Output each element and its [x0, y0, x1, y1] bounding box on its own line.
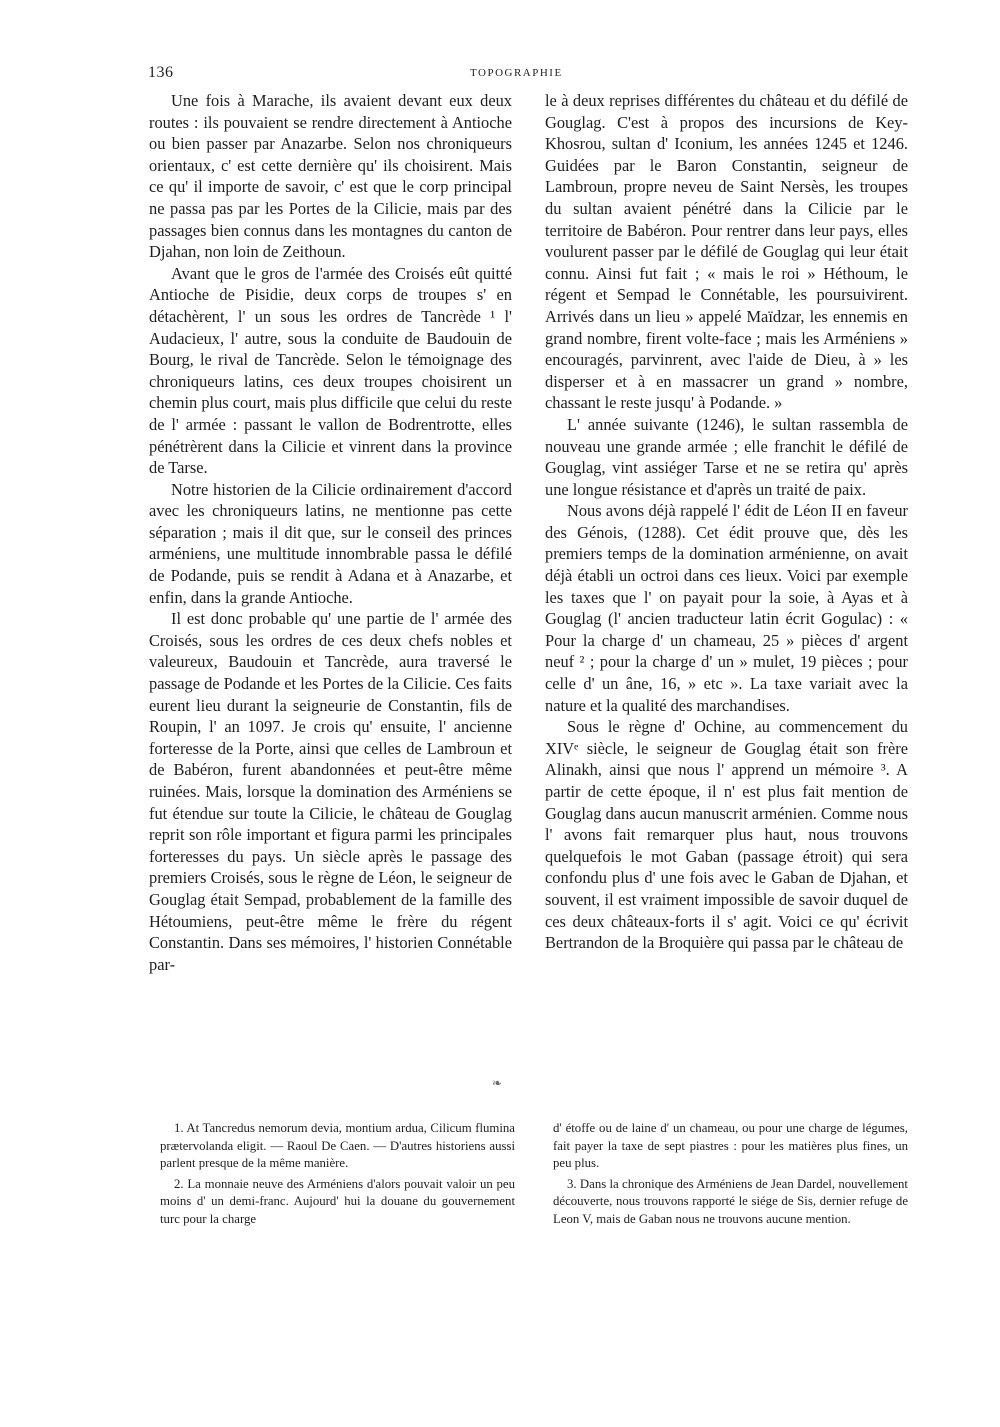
paragraph: Avant que le gros de l'armée des Croisés eût quitté Antioche de Pisidie, deux corps de troupes s' en détachèrent, l' un sous les ordres de Tancrède ¹ l' Audacieux, l' autre, sous la conduite de Baudouin de Bourg, le rival de Tancrède. Selon le témoignage des chroniqueurs latins, ces deux troupes choisirent un chemin plus court, mais plus difficile que celui du reste de l' armée : passant le vallon de Bodrentrotte, elles pénétrèrent dans la Cilicie et vinrent dans la province de Tarse. — [149, 263, 512, 478]
paragraph: Notre historien de la Cilicie ordinairement d'accord avec les chroniqueurs latins, ne mentionne pas cette séparation ; mais il dit que, sur le conseil des princes arméniens, une multitude innombrable passa le défilé de Podande, puis se rendit à Adana et à Anazarbe, et enfin, dans la grande Antioche. — [149, 479, 512, 607]
footnotes-left — [160, 1120, 515, 1229]
paragraph: Une fois à Marache, ils avaient devant eux deux routes : ils pouvaient se rendre directement à Antioche ou bien passer par Anazarbe. Selon nos chroniqueurs orientaux, c' est cette dernière qu' ils choisirent. Mais ce qu' il importe de savoir, c' est que le corp principal ne passa pas par les Portes de la Cilicie, mais par des passages bien connus dans les montagnes du canton de Djahan, non loin de Zeithoun. — [149, 91, 512, 262]
footnote: 1. At Tancredus nemorum devia, montium ardua, Cilicum flumina prætervolanda eligit. — Raoul De Caen. — D'autres historiens aussi parlent presque de la même manière. — [160, 1121, 515, 1171]
footnotes-right — [553, 1120, 908, 1229]
footnote: 2. La monnaie neuve des Arméniens d'alors pouvait valoir un peu moins d' un demi-franc. Aujourd' hui la douane du gouvernement turc pour la charge — [160, 1176, 515, 1226]
page-number: 136 — [148, 64, 174, 81]
footnote: 3. Dans la chronique des Arméniens de Jean Dardel, nouvellement découverte, nous trouvons rapporté le siége de Sis, dernier refuge de Leon V, mais de Gaban nous ne trouvons aucune mention. — [553, 1176, 908, 1226]
paragraph: L' année suivante (1246), le sultan rassembla de nouveau une grande armée ; elle franchit le défilé de Gouglag, vint assiéger Tarse et ne se retira qu' après une longue résistance et d'après un traité de paix. — [545, 414, 908, 499]
left-text-column — [149, 90, 512, 975]
paragraph-continued: le à deux reprises différentes du château et du défilé de Gouglag. C'est à propos des incursions de Key-Khosrou, sultan d' Iconium, les années 1245 et 1246. Guidées par le Baron Constantin, seigneur de Lambroun, propre neveu de Saint Nersès, les troupes du sultan avaient pénétré dans la Cilicie par le territoire de Babéron. Pour rentrer dans leur pays, elles voulurent passer par le défilé de Gouglag qui leur était connu. Ainsi fut fait ; « mais le roi » Héthoum, le régent et Sempad le Connétable, les poursuivirent. Arrivés dans un lieu » appelé Maïdzar, les ennemis en grand nombre, firent volte-face ; mais les Arméniens » encouragés, parvinrent, avec l'aide de Dieu, à » les disperser et à en massacrer un grand » nombre, chassant le reste jusqu' à Podande. » — [545, 91, 908, 413]
running-head: TOPOGRAPHIE — [470, 67, 563, 79]
separator-ornament: ❧ — [492, 1076, 503, 1090]
paragraph: Nous avons déjà rappelé l' édit de Léon II en faveur des Génois, (1288). Cet édit prouve que, dès les premiers temps de la domination arménienne, on avait déjà établi un octroi dans ces lieux. Voici par exemple les taxes que l' on payait pour la soie, à Ayas et à Gouglag (l' ancien traducteur latin écrit Gogulac) : « Pour la charge d' un chameau, 25 » pièces d' argent neuf ² ; pour la charge d' un » mulet, 19 pièces ; pour celle d' un âne, 16, » etc ». La taxe variait avec la nature et la qualité des marchandises. — [545, 501, 908, 715]
footnote-continued: d' étoffe ou de laine d' un chameau, ou pour une charge de légumes, fait payer la taxe de sept piastres : pour les matières plus fines, un peu plus. — [553, 1121, 908, 1171]
right-text-column — [545, 90, 908, 954]
paragraph: Il est donc probable qu' une partie de l' armée des Croisés, sous les ordres de ces deux chefs nobles et valeureux, Baudouin et Tancrède, aura traversé le passage de Podande et les Portes de la Cilicie. Ces faits eurent lieu durant la seigneurie de Constantin, fils de Roupin, l' an 1097. Je crois qu' ensuite, l' ancienne forteresse de la Porte, ainsi que celles de Lambroun et de Babéron, furent abandonnées et peut-être même ruinées. Mais, lorsque la domination des Arméniens se fut étendue sur toute la Cilicie, le château de Gouglag reprit son rôle important et figura parmi les principales forteresses du pays. Un siècle après le passage des premiers Croisés, sous le règne de Léon, le seigneur de Gouglag était Sempad, probablement de la famille des Hétoumiens, peut-être même le frère du régent Constantin. Dans ses mémoires, l' historien Connétable par- — [149, 609, 512, 974]
paragraph: Sous le règne d' Ochine, au commencement du XIVᵉ siècle, le seigneur de Gouglag était son frère Alinakh, ainsi que nous l' apprend un mémoire ³. A partir de cette époque, il n' est plus fait mention de Gouglag dans aucun manuscrit arménien. Comme nous l' avons fait remarquer plus haut, nous trouvons quelquefois le mot Gaban (passage étroit) qui sera confondu plus d' une fois avec le Gaban de Djahan, et souvent, il est vraiment impossible de savoir duquel de ces deux châteaux-forts il s' agit. Voici ce qu' écrivit Bertrandon de la Broquière qui passa par le château de — [545, 717, 908, 953]
